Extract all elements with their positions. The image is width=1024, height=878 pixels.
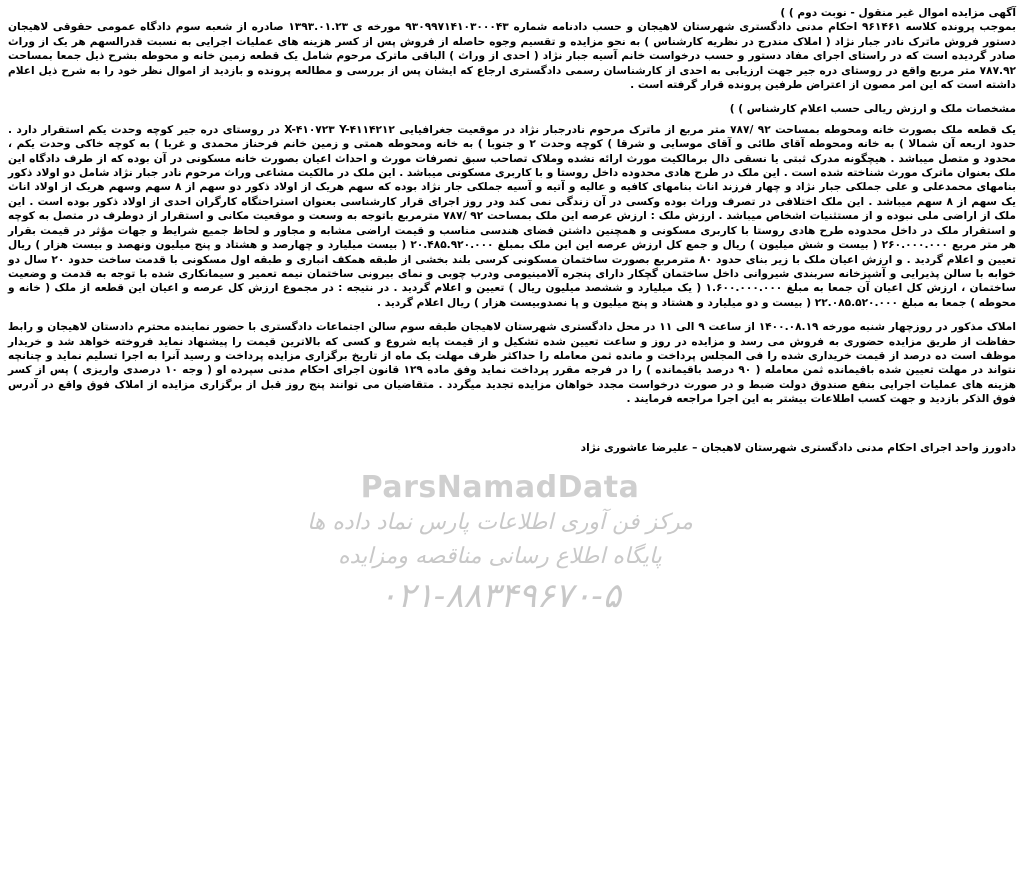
notice-document xyxy=(8,6,1016,455)
watermark-brand: ParsNamadData xyxy=(360,470,640,505)
signature-line: دادورز واحد اجرای احکام مدنی دادگستری شهرستان لاهیجان – علیرضا عاشوری نژاد xyxy=(580,441,1016,454)
watermark-phone: ۰۲۱-۸۸۳۴۹۶۷۰-۵ xyxy=(378,576,622,616)
notice-title: آگهی مزایده اموال غیر منقول - نوبت دوم ) ) xyxy=(780,7,1016,19)
watermark xyxy=(280,470,720,620)
property-description-paragraph: یک قطعه ملک بصورت خانه ومحوطه بمساحت ۹۲ /۷۸۷ متر مربع از ماترک مرحوم نادرجبار نژاد در موقعیت جغرافیایی X-۴۱۰۷۲۳ Y-۴۱۱۴۲۱۲ در روستای دره جیر کوچه وحدت یکم استقرار دارد . حدود اربعه آن شمالا ) به خانه ومحوطه آقای طائی و آقای موسایی و شرقا ) کوچه وحدت ۲ و جنوبا ) به خانه ومحوطه همتی و زمین خانم فرحناز محمدی و غربا ) به کوچه خاکی وحدت یکم ، محدود و متصل میباشد . هیچگونه مدرک ثبتی یا نسقی دال برمالکیت مورث ارائه نشده وملاک تصاحب سبق تصرفات مورث و احداث اعیان بصورت خانه مسکونی در آن بوده که از طرف دادگاه این ملک بعنوان ماترک مورث شناخته شده است . این ملک در طرح هادی محدوده داخل روستا و با کاربری مسکونی میباشد . این ملک در مالکیت مشاعی وراث مرحوم نادر جبار نژاد شامل دو اولاد ذکور بنامهای محمدعلی و علی جملکی جبار نژاد و چهار فرزند اناث بنامهای کافیه و عالیه و آتیه و آسیه جملکی جار نژاد بوده که سهم هریک از اولاد ذکور دو سهم از ۸ سهم وسهم هریک از اولاد اناث یک سهم از ۸ سهم میباشد . این ملک اختلافی در تصرف وراث بوده وکسی در آن زندگی نمی کند ودر روز اجرای قرار کارشناسی بعنوان استراحتگاه کارگران احدی از اولاد ذکور بوده است . این ملک از اراضی ملی نبوده و از مستثنیات اشخاص میباشد . ارزش ملک : ارزش عرصه این ملک بمساحت ۹۲ /۷۸۷ مترمربع باتوجه به وسعت و موقعیت مکانی و استقرار از دوطرف در متصل به کوچه و استقرار ملک در داخل محدوده طرح هادی روستا با کاربری مسکونی و همچنین داشتن فضای هندسی مناسب و قیمت اراضی مشابه و مجاور و لحاظ جمیع شرایط و جهات مؤثر در قیمت بقرار هر متر مربع ۲۶۰.۰۰۰.۰۰۰ ( بیست و شش میلیون ) ریال و جمع کل ارزش عرصه این این ملک بمبلغ ۲۰.۴۸۵.۹۲۰.۰۰۰ ( بیست میلیارد و چهارصد و هشتاد و پنج میلیون ونهصد و بیست هزار ) ریال تعیین و اعلام گردید . و ارزش اعیان ملک با زیر بنای حدود ۸۰ مترمربع بصورت ساختمان مسکونی کرسی بلند بخشی از طبقه همکف انباری و طبقه اول مسکونی با قدمت ساخت حدود ۲۰ سال دو خوابه با سالن پذیرایی و آشپزخانه سربندی شیروانی داخل ساختمان گچکار دارای پنجره آلامینیومی ودرب چوبی و نمای بیرونی ساختمان نیمه تعمیر و سیمانکاری شده با توجه به قدمت و وضعیت ساختمان ، ارزش کل اعیان آن جمعا به مبلغ ۱.۶۰۰.۰۰۰.۰۰۰ ( یک میلیارد و ششصد میلیون ریال ) تعیین و اعلام گردید . در نتیجه : در مجموع ارزش کل عرصه و اعیان این قطعه از ملک ( خانه و محوطه ) جمعا به مبلغ ۲۲.۰۸۵.۵۲۰.۰۰۰ ( بیست و دو میلیارد و هشتاد و پنج میلیون و پا نصدوبیست هزار ) ریال اعلام گردید . xyxy=(8,123,1017,309)
watermark-line-2: پایگاه اطلاع رسانی مناقصه ومزایده xyxy=(338,544,662,569)
property-heading: مشخصات ملک و ارزش ریالی حسب اعلام کارشناس ) ) xyxy=(729,103,1016,116)
auction-terms-paragraph: املاک مذکور در روزچهار شنبه مورخه ۱۴۰۰.۰۸.۱۹ از ساعت ۹ الی ۱۱ در محل دادگستری شهرستان لاهیجان طبقه سوم سالن اجتماعات دادگستری با حضور نماینده محترم دادستان لاهیجان و رابط حفاظت از طریق مزایده حضوری به فروش می رسد و مزایده در روز و ساعت تعیین شده تشکیل و از قیمت پایه شروع و کسی که بالاترین قیمت را پیشنهاد نماید فروخته خواهد شد و خریدار موظف است ده درصد از قیمت خریداری شده را فی المجلس پرداخت و مانده ثمن معامله را حداکثر ظرف مهلت یک ماه از تاریخ برگزاری مزایده پرداخت و رسید آنرا به اجرا تسلیم نماید و چنانچه نتواند در مهلت تعیین شده باقیمانده ثمن معامله ( ۹۰ درصد باقیمانده ) را در فرجه مقرر پرداخت نماید وفق ماده ۱۲۹ قانون اجرای احکام مدنی سپرده او ( وجه ۱۰ درصدی واریزی ) پس از کسر هزینه های عملیات اجرایی بنفع صندوق دولت ضبط و در صورت درخواست مجدد خواهان مزایده تجدید میگردد . متقاضیان می توانند پنج روز قبل از برگزاری مزایده از املاک فوق واقع در آدرس فوق الذکر بازدید و جهت کسب اطلاعات بیشتر به این اجرا مراجعه فرمایند . xyxy=(8,321,1016,406)
case-paragraph: بموجب پرونده کلاسه ۹۶۱۴۶۱ احکام مدنی دادگستری شهرستان لاهیجان و حسب دادنامه شماره ۹۳۰۹۹۷۱۴۱۰۳۰۰۰۴۳ مورخه ی ۱۳۹۳.۰۱.۲۳ صادره از شعبه سوم دادگاه عمومی حقوقی لاهیجان دستور فروش ماترک نادر جبار نژاد ( املاک مندرج در نظریه کارشناس ) به نحو مزایده و تقسیم وجوه حاصله از فروش پس از کسر هزینه های عملیات اجرایی به نسبت قدرالسهم هر یک از وراث صادر گردیده است که در راستای اجرای مفاد دستور و حسب درخواست خانم آسیه جبار نژاد ( احدی از وراث ) الباقی ماترک مرحوم شامل یک قطعه زمین خانه و محوطه بشرح ذیل جمعا بمساحت ۷۸۷.۹۲ متر مربع واقع در روستای دره جیر جهت ارزیابی به احدی از کارشناسان رسمی دادگستری ارجاع که ایشان پس از بررسی و مطالعه پرونده و بازدید از اموال نظر خود را به شرح ذیل اعلام داشته است که این امر مصون از اعتراض طرفین پرونده قرار گرفته است . xyxy=(8,21,1016,92)
watermark-line-1: مرکز فن آوری اطلاعات پارس نماد داده ها xyxy=(307,510,693,535)
